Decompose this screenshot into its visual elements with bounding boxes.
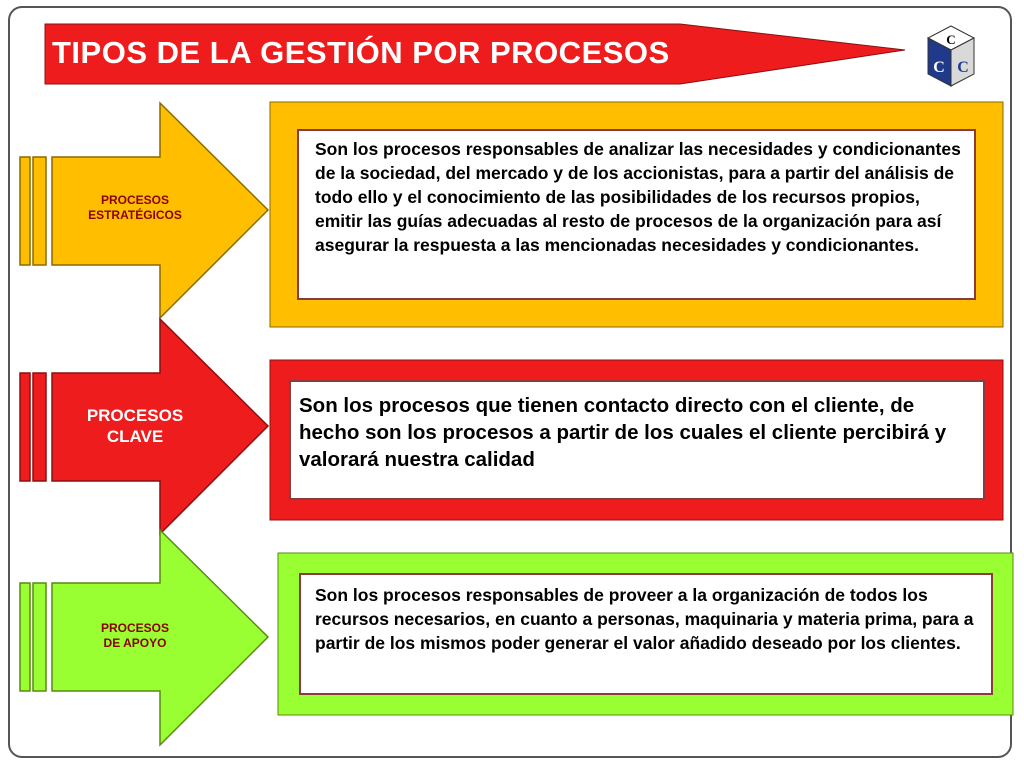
label-support-line1: PROCESOS bbox=[100, 621, 169, 635]
label-strategic-line2: ESTRATÉGICOS bbox=[88, 208, 182, 222]
label-key-line2: CLAVE bbox=[106, 427, 164, 447]
logo-letter-left: C bbox=[933, 59, 945, 76]
label-key-line1: PROCESOS bbox=[86, 406, 184, 425]
description-strategic-text: Son los procesos responsables de analizar las necesidades y condicionantes de la sociedad, del mercado y de los accionistas, para a partir del análisis de todo ello y el conocimiento de las posibilidades de los recursos propios, emitir las guías adecuadas al resto de procesos de la organización para así asegurar la respuesta a las mencionadas necesidades y condicionantes. bbox=[315, 139, 961, 255]
description-key-text: Son los procesos que tienen contacto directo con el cliente, de hecho son los procesos a partir de los cuales el cliente percibirá y valorará nuestra calidad bbox=[299, 394, 947, 471]
page-title: TIPOS DE LA GESTIÓN POR PROCESOS bbox=[52, 35, 670, 70]
label-strategic bbox=[60, 193, 210, 223]
logo-letter-right: C bbox=[957, 59, 969, 76]
label-support-line2: DE APOYO bbox=[103, 636, 167, 650]
label-strategic-line1: PROCESOS bbox=[100, 193, 169, 207]
description-key bbox=[289, 380, 985, 500]
label-support bbox=[60, 621, 210, 651]
ccc-logo bbox=[926, 24, 976, 88]
label-key bbox=[60, 405, 210, 448]
description-support-text: Son los procesos responsables de proveer a la organización de todos los recursos necesarios, en cuanto a personas, maquinaria y materia prima, para a partir de los mismos poder generar el valor añadido deseado por los clientes. bbox=[315, 585, 974, 653]
description-strategic bbox=[297, 129, 976, 300]
logo-letter-top: C bbox=[946, 32, 956, 47]
description-support bbox=[299, 573, 993, 695]
